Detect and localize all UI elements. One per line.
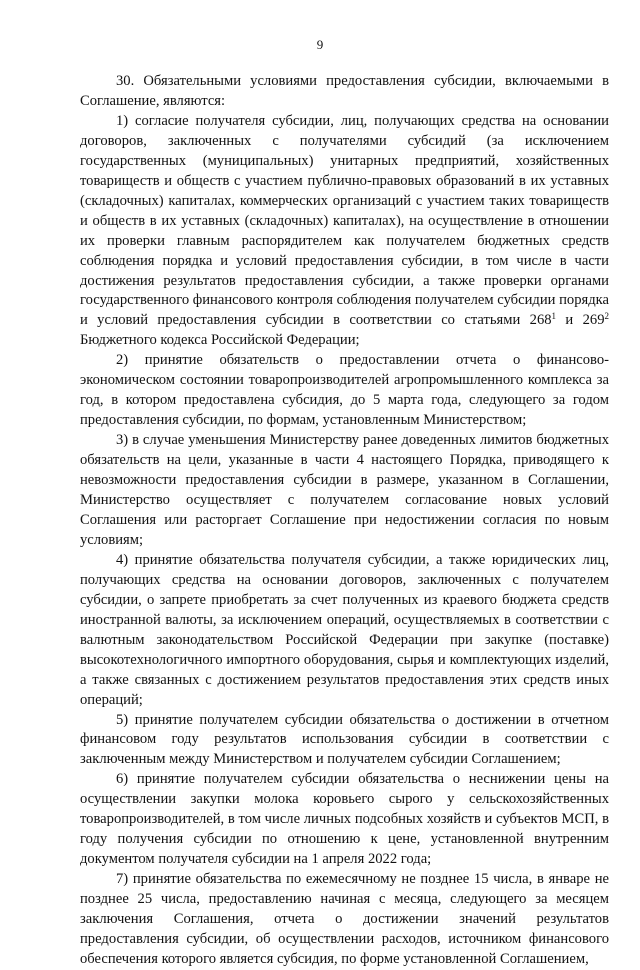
paragraph-subitem-2: 2) принятие обязательств о предоставлении отчета о финансово-экономическом состоянии товаропроизводителей агропромышленного комплекса за год, в котором предоставлена субсидия, до 5 марта года, следующего за годом предоставления субсидии, по формам, установленным Министерством; bbox=[80, 352, 609, 429]
paragraph-subitem-1: 1) согласие получателя субсидии, лиц, получающих средства на основании договоров, заключенных с получателями субсидий (за исключением государственных (муниципальных) унитарных предприятий, хозяйственных товариществ и обществ с участием публично-правовых образований в их уставных (складочных) капиталах, коммерческих организаций с участием таких товариществ и обществ в их уставных (складочных) капиталах), на осуществление в отношении их проверки главным распорядителем как получателем бюджетных средств соблюдения порядка и условий предоставления субсидии, в том числе в части достижения результатов предоставления субсидии, а также проверки органами государственного финансового контроля соблюдения получателем субсидии порядка и условий предоставления субсидии в соответствии со статьями $268^1$ и $269^2$ Бюджетного кодекса Российской Федерации; bbox=[80, 112, 609, 349]
paragraph-subitem-7: 7) принятие обязательства по ежемесячному не позднее 15 числа, в январе не позднее 25 числа, предоставлению начиная с месяца, следующего за месяцем заключения Соглашения, отчета о достижении значений результатов предоставления субсидии, об осуществлении расходов, источником финансового обеспечения которого является субсидия, по форме установленной Соглашением, bbox=[80, 871, 609, 967]
paragraph-item-30: 30. Обязательными условиями предоставления субсидии, включаемыми в Соглашение, являются: bbox=[80, 73, 609, 109]
paragraph-subitem-6: 6) принятие получателем субсидии обязательства о неснижении цены на осуществлении закупки молока коровьего сырого у сельскохозяйственных товаропроизводителей, в том числе личных подсобных хозяйств и субъектов МСП, в году получения субсидии по отношению к цене, установленной внутренним документом получателя субсидии на 1 апреля 2022 года; bbox=[80, 771, 609, 868]
document-body bbox=[80, 72, 609, 970]
page-number: 9 bbox=[316, 37, 324, 52]
paragraph-subitem-5: 5) принятие получателем субсидии обязательства о достижении в отчетном финансовом году результатов использования субсидии в соответствии с заключенным между Министерством и получателем субсидии Соглашением; bbox=[80, 711, 609, 768]
paragraph-subitem-3: 3) в случае уменьшения Министерству ранее доведенных лимитов бюджетных обязательств на цели, указанные в части 4 настоящего Порядка, приводящего к невозможности предоставления субсидии в размере, указанном в Соглашении, Министерство осуществляет с получателем согласование новых условий Соглашения или расторгает Соглашение при недостижении согласия по новым условиям; bbox=[80, 432, 609, 548]
paragraph-subitem-4: 4) принятие обязательства получателя субсидии, а также юридических лиц, получающих средства на основании договоров, заключенных с получателем субсидии, о запрете приобретать за счет полученных из краевого бюджета средств иностранной валюты, за исключением операций, осуществляемых в соответствии с валютным законодательством Российской Федерации при закупке (поставке) высокотехнологичного импортного оборудования, сырья и комплектующих изделий, а также связанных с достижением результатов предоставления этих средств иных операций; bbox=[80, 551, 609, 708]
